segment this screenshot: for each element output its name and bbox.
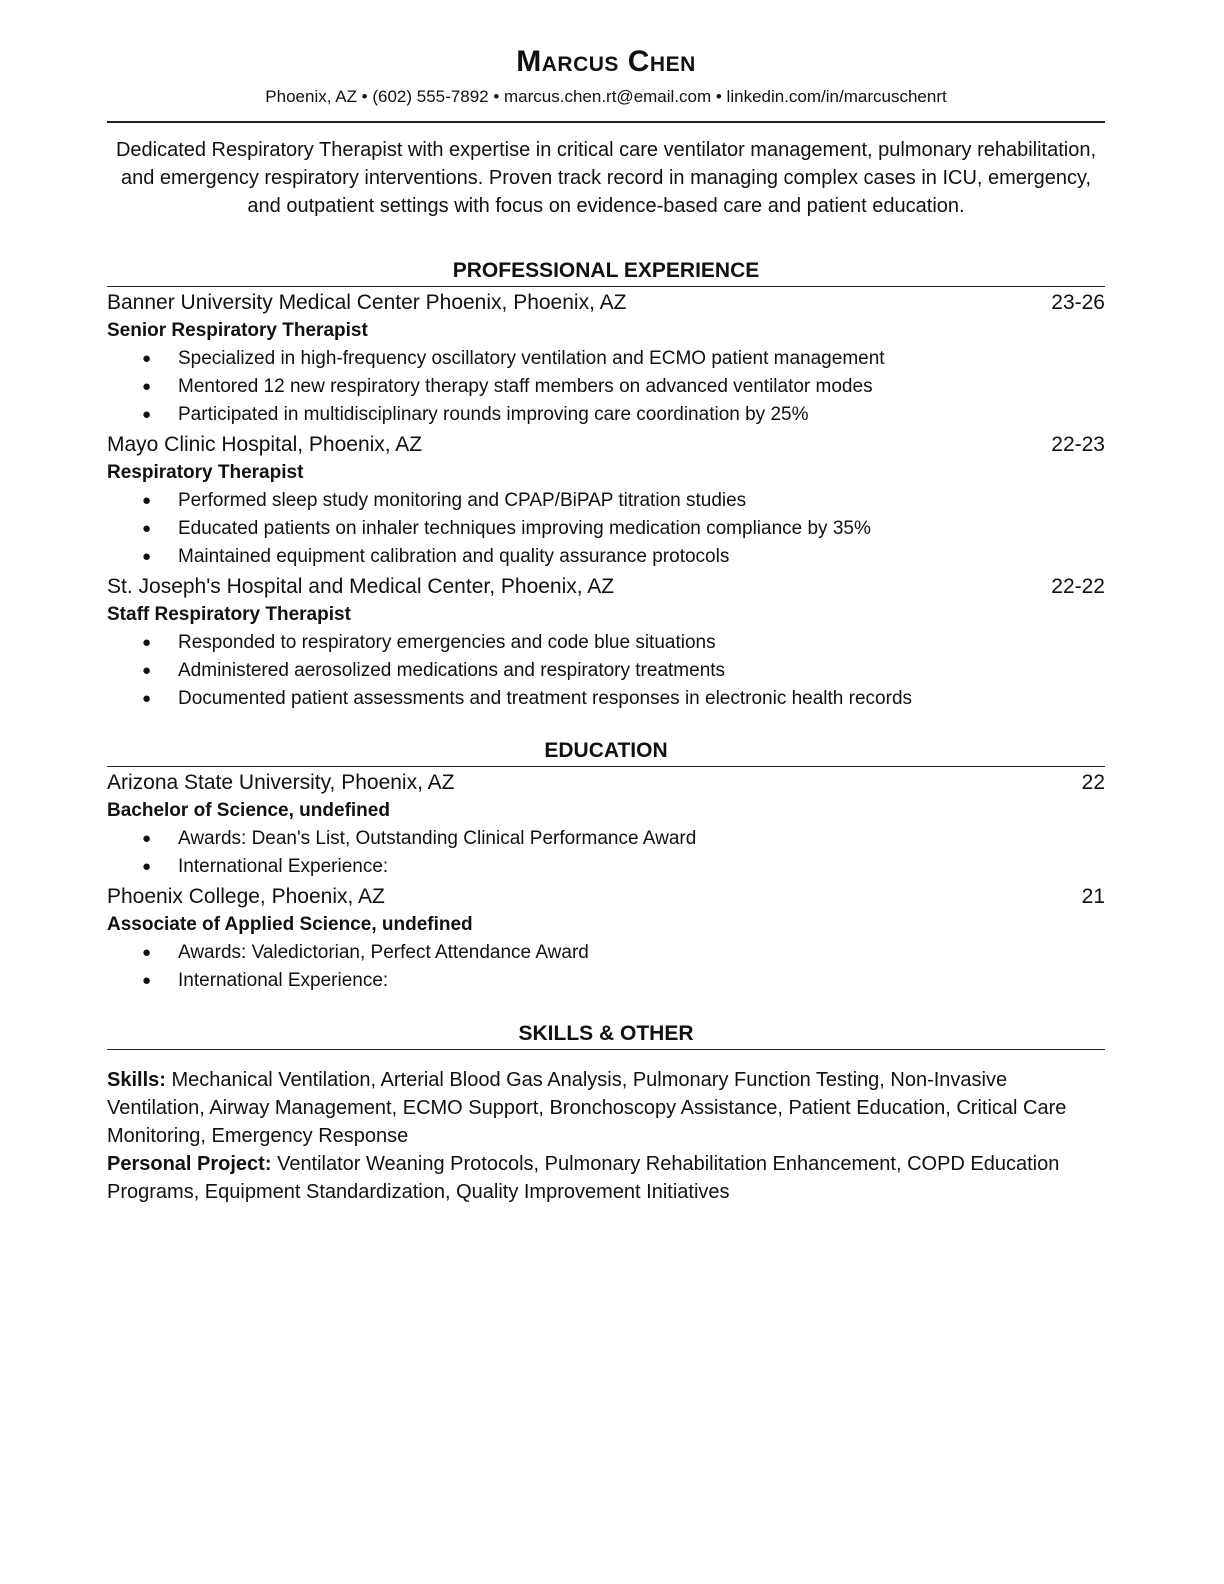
skills-label: Skills: [107, 1069, 166, 1091]
experience-entry [107, 431, 1105, 571]
list-item: ● Participated in multidisciplinary rounds improving care coordination by 25% [107, 401, 1105, 429]
candidate-name: Marcus Chen [516, 45, 696, 78]
project-label: Personal Project: [107, 1153, 272, 1175]
list-item: ● Administered aerosolized medications and respiratory treatments [107, 657, 1105, 685]
list-item: ● Performed sleep study monitoring and CPAP/BiPAP titration studies [107, 487, 1105, 515]
experience-header [107, 289, 1105, 317]
school: Arizona State University, Phoenix, AZ [107, 771, 455, 794]
achievement-list [107, 629, 1105, 713]
bullet-icon: ● [142, 972, 152, 989]
education-list [107, 769, 1105, 995]
bullet-icon: ● [142, 690, 152, 707]
bullet-icon: ● [142, 634, 152, 651]
list-item: ● Awards: Valedictorian, Perfect Attendance Award [107, 939, 1105, 967]
job-title: Senior Respiratory Therapist [107, 320, 368, 341]
employment-dates: 23-26 [1051, 291, 1105, 314]
list-item: ● International Experience: [107, 967, 1105, 995]
list-item: ● Mentored 12 new respiratory therapy staff members on advanced ventilator modes [107, 373, 1105, 401]
experience-entry [107, 289, 1105, 429]
experience-list [107, 289, 1105, 713]
contact-line: Phoenix, AZ • (602) 555-7892 • marcus.chen.rt@email.com • linkedin.com/in/marcuschenrt [265, 87, 947, 106]
job-title: Respiratory Therapist [107, 462, 304, 483]
skills-text: Mechanical Ventilation, Arterial Blood Gas Analysis, Pulmonary Function Testing, Non-Invasive Ventilation, Airway Management, ECMO Support, Bronchoscopy Assistance, Patient Education, Critical Care Monitoring, Emergency Response [107, 1069, 1067, 1147]
education-entry [107, 769, 1105, 881]
graduation-year: 22 [1081, 771, 1105, 794]
degree: Bachelor of Science, undefined [107, 800, 390, 821]
graduation-year: 21 [1081, 885, 1105, 908]
achievement-list [107, 345, 1105, 429]
bullet-icon: ● [142, 492, 152, 509]
education-header [107, 883, 1105, 911]
education-details [107, 825, 1105, 881]
skills-heading: SKILLS & OTHER [107, 1021, 1105, 1050]
summary: Dedicated Respiratory Therapist with expertise in critical care ventilator management, pulmonary rehabilitation, and emergency respiratory interventions. Proven track record in managing complex cases in ICU, emergency, and outpatient settings with focus on evidence-based care and patient education. [115, 139, 1097, 217]
bullet-icon: ● [142, 520, 152, 537]
bullet-icon: ● [142, 944, 152, 961]
job-title: Staff Respiratory Therapist [107, 604, 351, 625]
experience-header [107, 573, 1105, 601]
experience-heading: PROFESSIONAL EXPERIENCE [107, 258, 1105, 287]
employment-dates: 22-23 [1051, 433, 1105, 456]
employer: Mayo Clinic Hospital, Phoenix, AZ [107, 433, 423, 456]
education-entry [107, 883, 1105, 995]
bullet-icon: ● [142, 406, 152, 423]
list-item: ● Documented patient assessments and treatment responses in electronic health records [107, 685, 1105, 713]
education-details [107, 939, 1105, 995]
bullet-icon: ● [142, 662, 152, 679]
skills-line [107, 1066, 1105, 1150]
project-line [107, 1150, 1105, 1206]
header-divider [107, 121, 1105, 123]
bullet-icon: ● [142, 830, 152, 847]
list-item: ● Awards: Dean's List, Outstanding Clinical Performance Award [107, 825, 1105, 853]
bullet-icon: ● [142, 858, 152, 875]
resume-page [107, 0, 1105, 1206]
bullet-icon: ● [142, 350, 152, 367]
achievement-list [107, 487, 1105, 571]
bullet-icon: ● [142, 378, 152, 395]
employer: St. Joseph's Hospital and Medical Center, Phoenix, AZ [107, 575, 615, 598]
list-item: ● Specialized in high-frequency oscillatory ventilation and ECMO patient management [107, 345, 1105, 373]
employment-dates: 22-22 [1051, 575, 1105, 598]
list-item: ● Maintained equipment calibration and quality assurance protocols [107, 543, 1105, 571]
list-item: ● International Experience: [107, 853, 1105, 881]
list-item: ● Educated patients on inhaler techniques improving medication compliance by 35% [107, 515, 1105, 543]
employer: Banner University Medical Center Phoenix, Phoenix, AZ [107, 291, 627, 314]
education-header [107, 769, 1105, 797]
experience-header [107, 431, 1105, 459]
education-heading: EDUCATION [107, 738, 1105, 767]
degree: Associate of Applied Science, undefined [107, 914, 473, 935]
skills-section [107, 1066, 1105, 1206]
bullet-icon: ● [142, 548, 152, 565]
experience-entry [107, 573, 1105, 713]
project-text: Ventilator Weaning Protocols, Pulmonary Rehabilitation Enhancement, COPD Education Programs, Equipment Standardization, Quality Improvement Initiatives [107, 1153, 1060, 1203]
school: Phoenix College, Phoenix, AZ [107, 885, 385, 908]
list-item: ● Responded to respiratory emergencies and code blue situations [107, 629, 1105, 657]
